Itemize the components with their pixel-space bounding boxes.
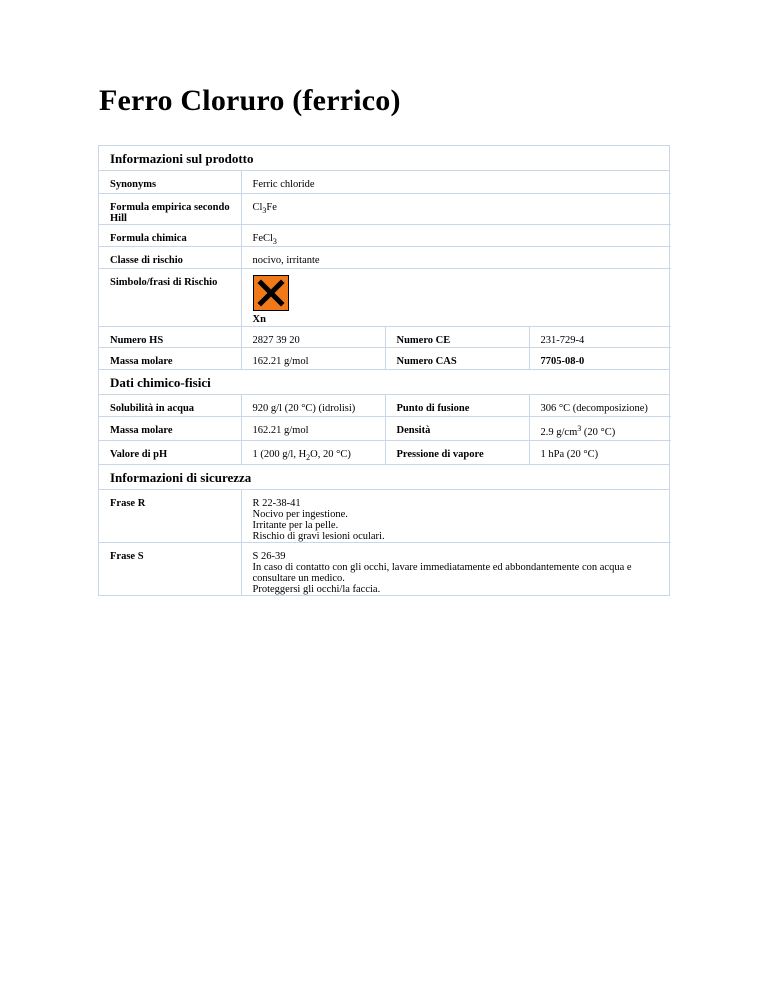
s-phrase-line: Proteggersi gli occhi/la faccia. [252,584,381,595]
section-header-physchem: Dati chimico-fisici [99,369,669,395]
table-row [99,347,671,369]
hazard-symbol-cell [241,268,671,326]
density-part: (20 °C) [581,426,616,438]
molar-mass-value: 162.21 g/mol [241,347,385,369]
table-row [99,268,671,326]
page-title: Ferro Cloruro (ferrico) [99,84,401,117]
synonyms-value: Ferric chloride [241,171,671,193]
section-header-safety: Informazioni di sicurezza [99,464,669,490]
hazard-symbol-code: Xn [252,313,266,325]
hill-formula-part: Fe [266,201,277,213]
solubility-value: 920 g/l (20 °C) (idrolisi) [241,395,385,416]
ph-value [241,440,385,464]
molar-mass-value: 162.21 g/mol [241,416,385,440]
s-phrase-label: Frase S [99,543,241,596]
ph-part: 1 (200 g/l, H [252,448,307,460]
density-superscript: 3 [577,423,582,433]
chemical-formula-value [241,224,671,246]
physchem-table [99,395,671,464]
hill-formula-part: Cl [252,201,263,213]
vapor-pressure-label: Pressione di vapore [385,440,529,464]
cas-number-value: 7705-08-0 [540,355,585,367]
r-phrase-value [241,490,671,543]
density-value [529,416,671,440]
ph-part: O, 20 °C) [310,448,351,460]
table-row [99,326,671,347]
chemical-formula-part: FeCl [252,232,273,244]
s-phrase-value [241,543,671,596]
risk-class-label: Classe di rischio [99,246,241,268]
molar-mass-label: Massa molare [99,416,241,440]
section-header-product-info: Informazioni sul prodotto [99,146,669,171]
hs-number-value: 2827 39 20 [241,326,385,347]
hazard-symbol-label: Simbolo/frasi di Rischio [99,268,241,326]
s-phrase-line: In caso di contatto con gli occhi, lavare immediatamente ed abbondantemente con acqua e consultare un medico. [252,562,632,584]
r-phrase-label: Frase R [99,490,241,543]
s-phrase-line: S 26-39 [252,551,286,562]
r-phrase-line: Irritante per la pelle. [252,520,339,531]
r-phrase-line: Rischio di gravi lesioni oculari. [252,531,385,542]
table-row [99,416,671,440]
chemical-formula-subscript: 3 [272,236,277,246]
r-phrase-line: Nocivo per ingestione. [252,509,348,520]
ph-subscript: 2 [306,452,311,462]
density-part: 2.9 g/cm [540,426,578,438]
hill-formula-value [241,193,671,224]
safety-table [99,490,671,595]
ph-label: Valore di pH [99,440,241,464]
hill-formula-label: Formula empirica secondo Hill [99,193,241,224]
table-row [99,171,671,193]
table-row [99,490,671,543]
risk-class-value: nocivo, irritante [241,246,671,268]
table-row [99,246,671,268]
hs-number-label: Numero HS [99,326,241,347]
chemical-formula-label: Formula chimica [99,224,241,246]
synonyms-label: Synonyms [99,171,241,193]
melting-point-value: 306 °C (decomposizione) [529,395,671,416]
vapor-pressure-value: 1 hPa (20 °C) [540,448,599,460]
table-row [99,224,671,246]
molar-mass-label: Massa molare [99,347,241,369]
solubility-label: Solubilità in acqua [99,395,241,416]
ce-number-value: 231-729-4 [529,326,671,347]
density-label: Densità [385,416,529,440]
product-info-table [99,171,671,369]
r-phrase-line: R 22-38-41 [252,498,301,509]
table-row [99,193,671,224]
melting-point-label: Punto di fusione [385,395,529,416]
safety-data-sheet [98,145,670,596]
table-row [99,440,671,464]
table-row [99,543,671,596]
hill-formula-subscript: 3 [262,205,267,215]
hazard-xn-icon [253,275,289,311]
cas-number-label: Numero CAS [385,347,529,369]
table-row [99,395,671,416]
ce-number-label: Numero CE [385,326,529,347]
